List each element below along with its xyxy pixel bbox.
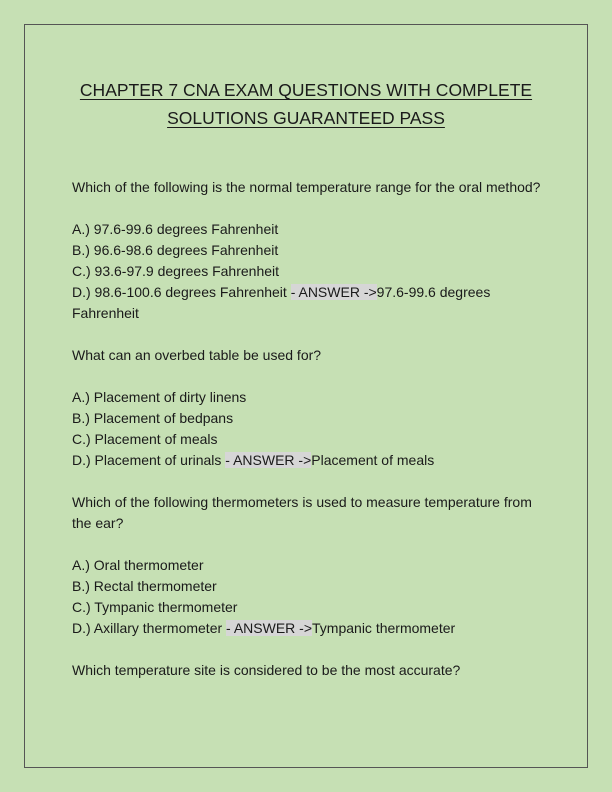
question-3-option-a: A.) Oral thermometer [72, 557, 204, 573]
question-3-option-d-line [72, 618, 542, 639]
answer-marker: - ANSWER -> [225, 452, 312, 468]
answer-marker: - ANSWER -> [226, 620, 313, 636]
title-line-2: SOLUTIONS GUARANTEED PASS [167, 108, 445, 128]
question-3-option-b: B.) Rectal thermometer [72, 578, 217, 594]
answer-marker: - ANSWER -> [290, 284, 377, 300]
question-2-option-d-line [72, 450, 542, 471]
question-1-option-a: A.) 97.6-99.6 degrees Fahrenheit [72, 221, 279, 237]
question-2-option-a: A.) Placement of dirty linens [72, 389, 247, 405]
question-1-option-d-line [72, 282, 542, 324]
question-1-answer: 97.6-99.6 degrees Fahrenheit [72, 284, 491, 321]
document-title [40, 76, 572, 132]
question-2-option-b: B.) Placement of bedpans [72, 410, 234, 426]
question-1-text: Which of the following is the normal temperature range for the oral method? [72, 179, 541, 195]
question-2-text: What can an overbed table be used for? [72, 347, 322, 363]
question-1-option-b: B.) 96.6-98.6 degrees Fahrenheit [72, 242, 279, 258]
question-list [72, 177, 542, 681]
question-1-option-c: C.) 93.6-97.9 degrees Fahrenheit [72, 263, 280, 279]
question-2-option-d: D.) Placement of urinals [72, 452, 226, 468]
question-2-answer: Placement of meals [311, 452, 435, 468]
question-1-option-d: D.) 98.6-100.6 degrees Fahrenheit [72, 284, 291, 300]
question-3-answer: Tympanic thermometer [312, 620, 456, 636]
title-line-1: CHAPTER 7 CNA EXAM QUESTIONS WITH COMPLETE [79, 80, 533, 100]
question-4-text: Which temperature site is considered to be the most accurate? [72, 662, 461, 678]
question-2-option-c: C.) Placement of meals [72, 431, 218, 447]
question-3-text: Which of the following thermometers is used to measure temperature from the ear? [72, 494, 532, 531]
question-3-option-d: D.) Axillary thermometer [72, 620, 227, 636]
question-3-option-c: C.) Tympanic thermometer [72, 599, 238, 615]
